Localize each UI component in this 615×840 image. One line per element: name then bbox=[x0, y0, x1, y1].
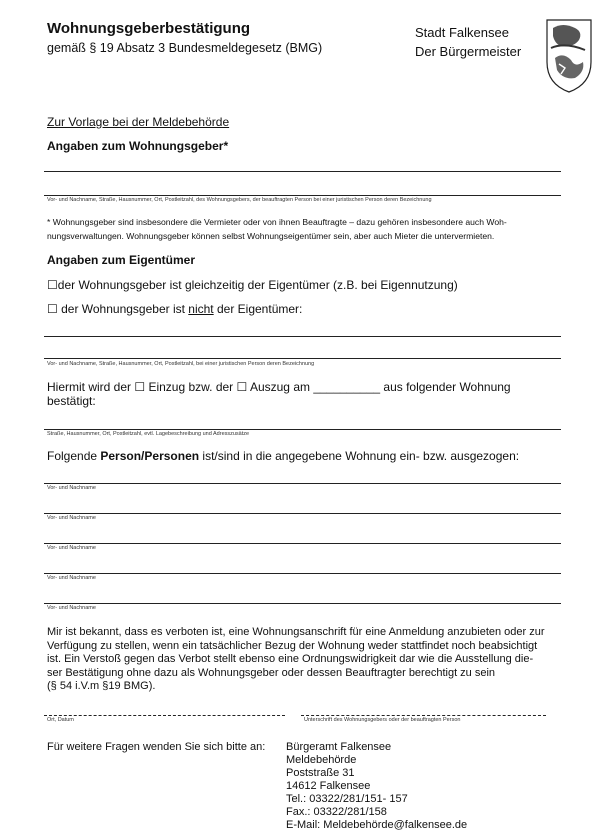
owner-heading: Angaben zum Eigentümer bbox=[47, 253, 196, 267]
persons-text-bold: Person/Personen bbox=[100, 449, 200, 463]
contact-block bbox=[286, 741, 467, 832]
address-caption: Straße, Hausnummer, Ort, Postleitzahl, evtl. Lagebeschreibung und Adresszusätze bbox=[47, 431, 250, 437]
footnote-line-1: * Wohnungsgeber sind insbesondere die Vermieter oder von ihnen Beauftragte – dazu gehören insbesondere auch Woh- bbox=[47, 217, 507, 227]
landlord-line-1 bbox=[44, 171, 561, 172]
mayor-label: Der Bürgermeister bbox=[415, 44, 522, 59]
legal-line-3: ist. Ein Verstoß gegen das Verbot stellt ebenso eine Ordnungswidrigkeit dar wie die Ausstellung die- bbox=[47, 653, 534, 665]
contact-email[interactable]: E-Mail: Meldebehörde@falkensee.de bbox=[286, 819, 468, 831]
signature-line[interactable] bbox=[301, 715, 546, 716]
person-caption-3: Vor- und Nachname bbox=[47, 545, 96, 551]
owner-line-2 bbox=[44, 358, 561, 359]
owner-line-1 bbox=[44, 336, 561, 337]
person-line-1[interactable] bbox=[44, 483, 561, 484]
form-subtitle: gemäß § 19 Absatz 3 Bundesmeldegesetz (BMG) bbox=[47, 41, 323, 55]
form-title: Wohnungsgeberbestätigung bbox=[47, 20, 251, 37]
landlord-line-2 bbox=[44, 195, 561, 196]
persons-text-1: Folgende bbox=[47, 449, 101, 463]
contact-department: Meldebehörde bbox=[286, 754, 357, 766]
person-caption-4: Vor- und Nachname bbox=[47, 575, 96, 581]
legal-line-5: (§ 54 i.V.m §19 BMG). bbox=[47, 680, 156, 692]
checkbox-icon[interactable]: ☐ bbox=[236, 380, 248, 394]
persons-sentence bbox=[47, 449, 519, 463]
person-caption-5: Vor- und Nachname bbox=[47, 605, 96, 611]
person-line-4[interactable] bbox=[44, 573, 561, 574]
legal-line-2: Verfügung zu stellen, wenn ein tatsächlicher Bezug der Wohnung weder stattfindet noch beabsichtigt bbox=[47, 639, 538, 652]
move-text-2: Einzug bzw. der bbox=[145, 380, 237, 394]
coat-of-arms-icon bbox=[545, 18, 593, 94]
authority-note: Zur Vorlage bei der Meldebehörde bbox=[47, 115, 230, 129]
contact-street: Poststraße 31 bbox=[286, 767, 355, 779]
owner-option-2[interactable] bbox=[47, 302, 302, 316]
person-caption-1: Vor- und Nachname bbox=[47, 485, 96, 491]
signature-caption: Unterschrift des Wohnungsgebers oder der beauftragten Person bbox=[304, 717, 461, 723]
move-sentence bbox=[47, 380, 511, 394]
checkbox-icon[interactable]: ☐ bbox=[134, 380, 146, 394]
contact-city: 14612 Falkensee bbox=[286, 780, 371, 792]
move-text-3: Auszug am __________ aus folgender Wohnung bbox=[247, 380, 511, 394]
landlord-heading: Angaben zum Wohnungsgeber* bbox=[47, 139, 229, 153]
address-line bbox=[44, 429, 561, 430]
legal-line-4: ser Bestätigung ohne dazu als Wohnungsgeber oder dessen Beauftragter berechtigt zu sein bbox=[47, 666, 496, 679]
city-name: Stadt Falkensee bbox=[415, 25, 509, 40]
persons-text-2: ist/sind in die angegebene Wohnung ein- bzw. ausgezogen: bbox=[199, 449, 520, 463]
person-line-5[interactable] bbox=[44, 603, 561, 604]
owner-option-2-post: der Eigentümer: bbox=[213, 302, 303, 316]
owner-option-2-emphasis: nicht bbox=[188, 302, 214, 316]
legal-paragraph bbox=[47, 626, 562, 694]
footnote-line-2: nungsverwaltungen. Wohnungsgeber können selbst Wohnungseigentümer sein, aber auch Mieter die untervermieten. bbox=[47, 231, 495, 241]
checkbox-icon[interactable]: ☐ bbox=[47, 278, 58, 292]
contact-office: Bürgeramt Falkensee bbox=[286, 741, 392, 753]
person-line-3[interactable] bbox=[44, 543, 561, 544]
landlord-caption: Vor- und Nachname, Straße, Hausnummer, Ort, Postleitzahl, des Wohnungsgebers, der beauftragten Person bei einer juristischen Person deren Bezeichnung bbox=[47, 197, 432, 203]
owner-option-1-label: der Wohnungsgeber ist gleichzeitig der Eigentümer (z.B. bei Eigennutzung) bbox=[57, 278, 458, 292]
legal-line-1: Mir ist bekannt, dass es verboten ist, eine Wohnungsanschrift für eine Anmeldung anzubieten oder zur bbox=[47, 626, 545, 638]
contact-fax: Fax.: 03322/281/158 bbox=[286, 806, 387, 818]
contact-phone: Tel.: 03322/281/151- 157 bbox=[286, 793, 408, 805]
place-date-caption: Ort, Datum bbox=[47, 717, 74, 723]
move-confirmed: bestätigt: bbox=[47, 394, 96, 408]
owner-option-2-pre: der Wohnungsgeber ist bbox=[57, 302, 189, 316]
person-line-2[interactable] bbox=[44, 513, 561, 514]
checkbox-icon[interactable]: ☐ bbox=[47, 302, 58, 316]
move-text-1: Hiermit wird der bbox=[47, 380, 135, 394]
owner-caption: Vor- und Nachname, Straße, Hausnummer, Ort, Postleitzahl, bei einer juristischen Person deren Bezeichnung bbox=[47, 361, 315, 367]
contact-prompt: Für weitere Fragen wenden Sie sich bitte an: bbox=[47, 741, 266, 753]
owner-option-1[interactable] bbox=[47, 278, 458, 292]
place-date-line[interactable] bbox=[44, 715, 285, 716]
person-caption-2: Vor- und Nachname bbox=[47, 515, 96, 521]
